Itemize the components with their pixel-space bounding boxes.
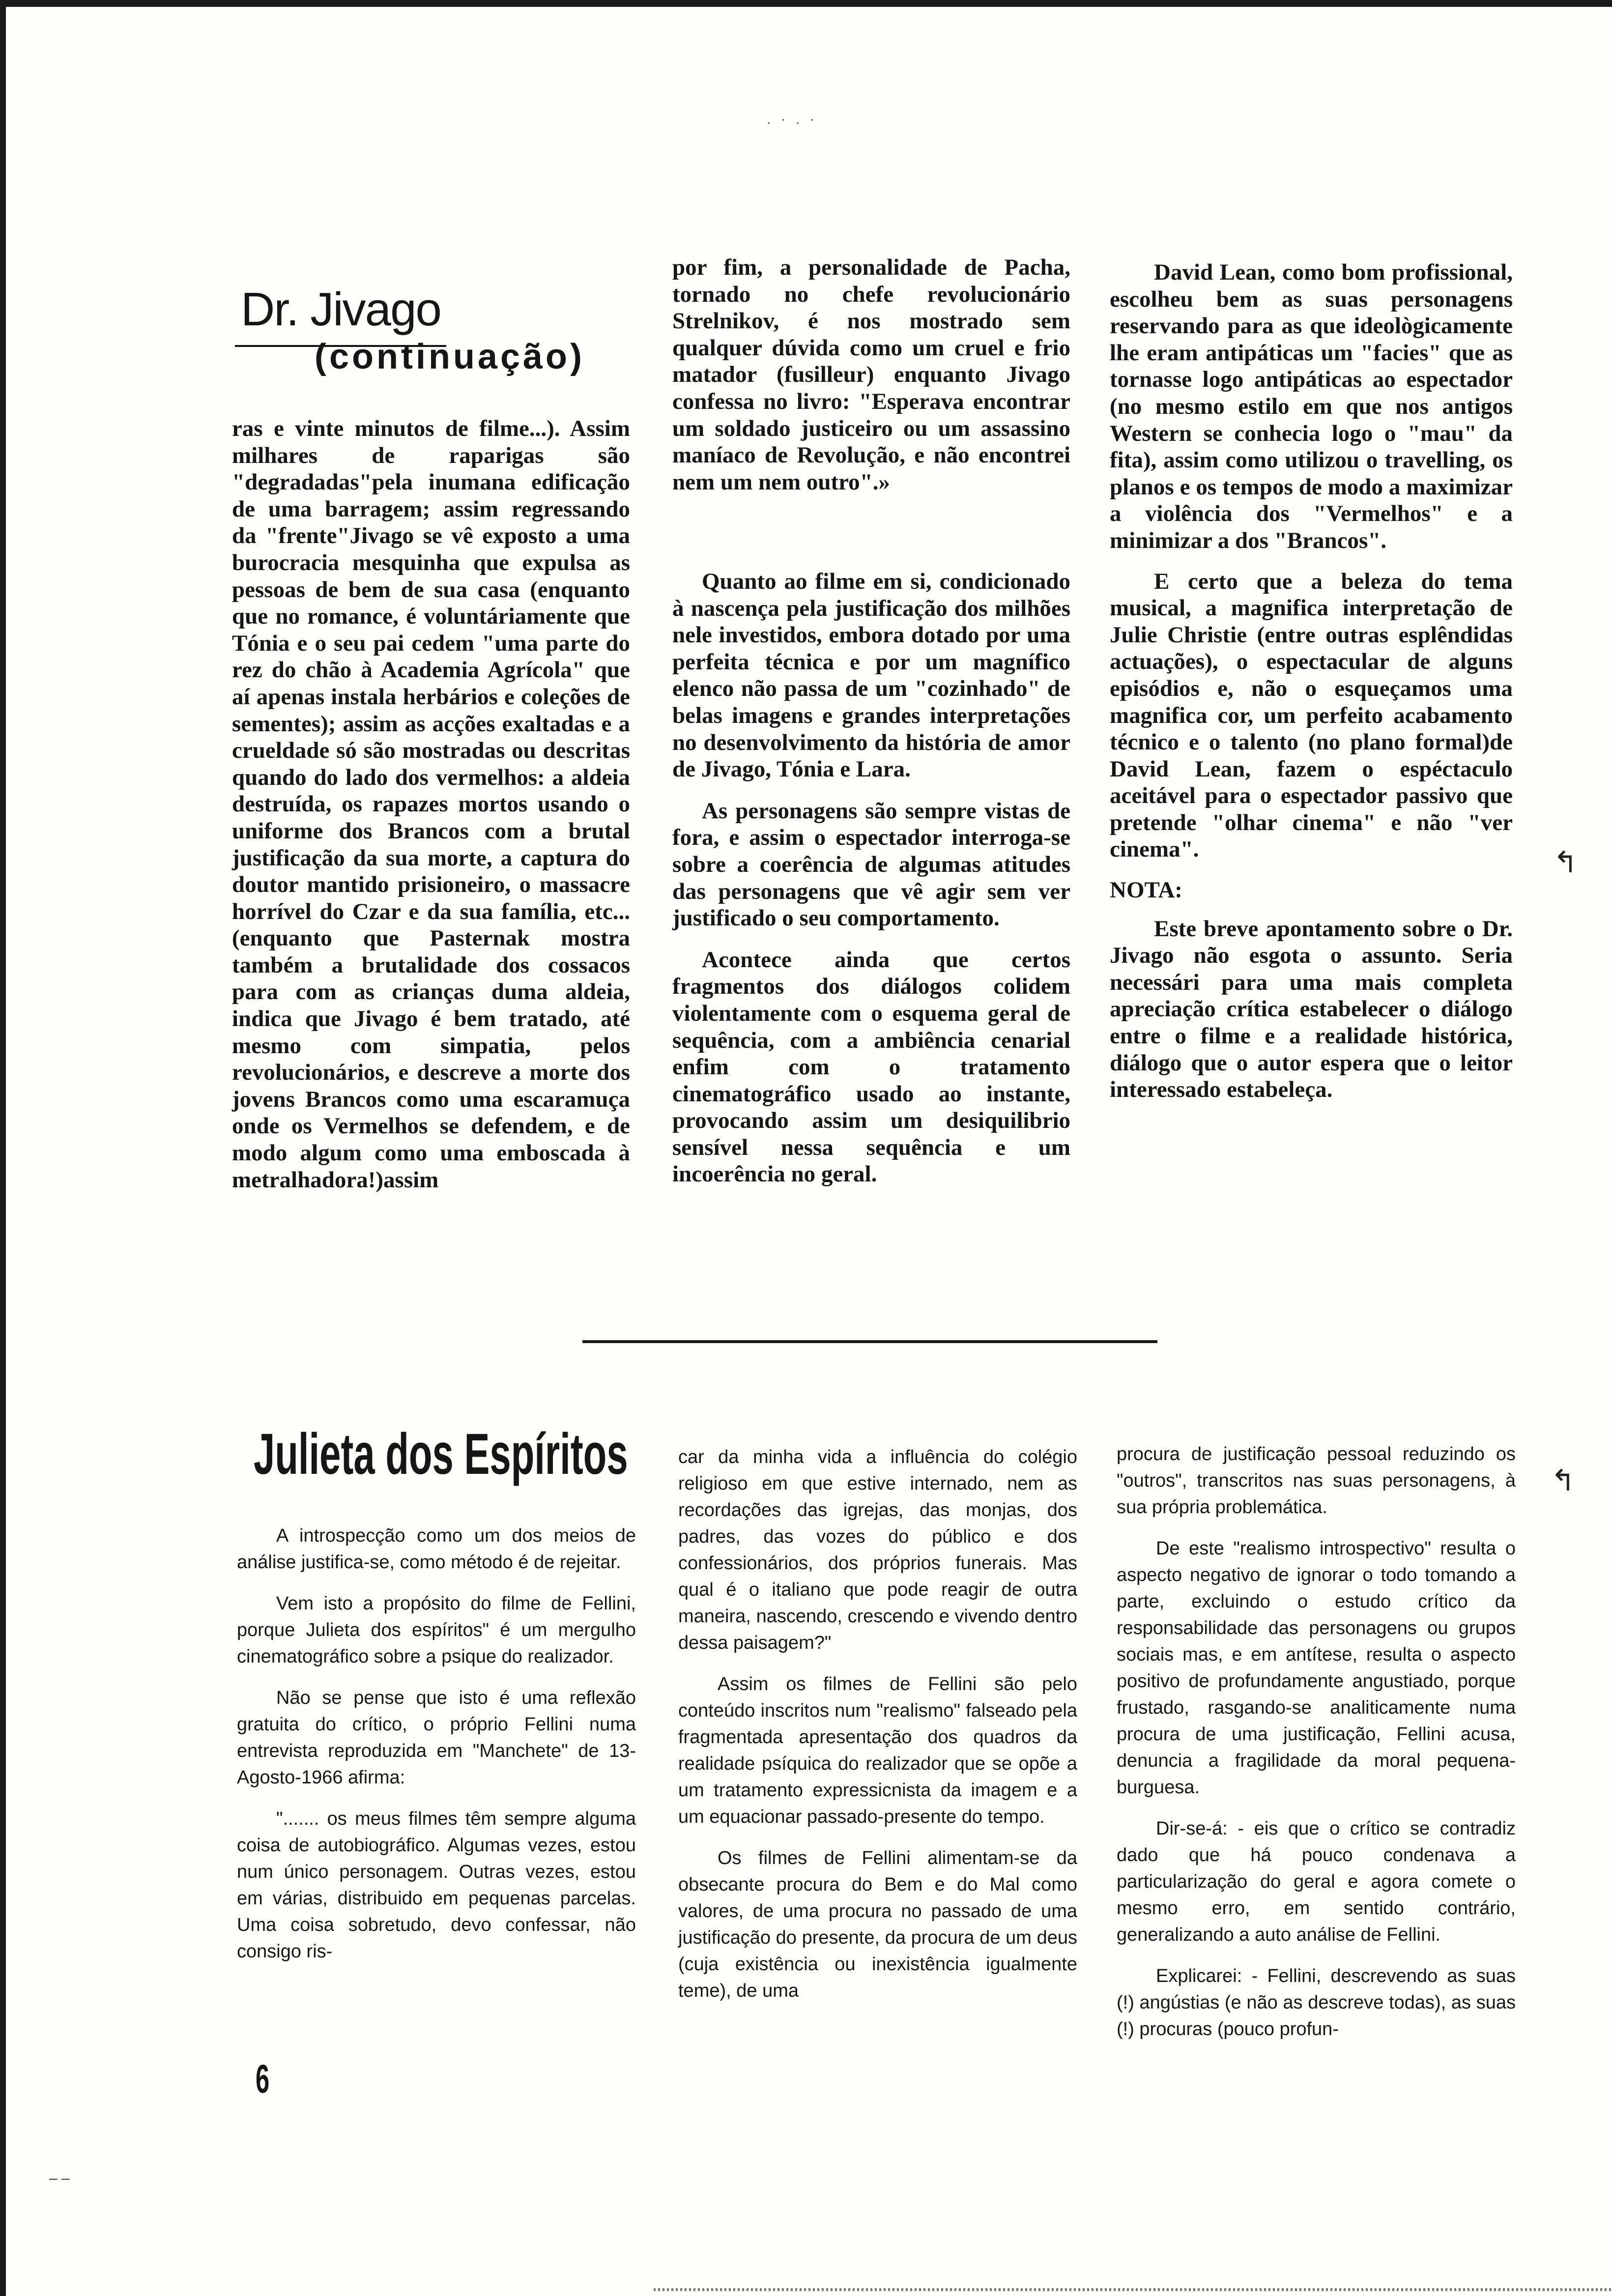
note-heading: NOTA:: [1110, 877, 1182, 903]
page-number: 6: [256, 2057, 270, 2101]
paragraph: Assim os filmes de Fellini são pelo conteúdo inscritos num "realismo" falseado pela fragmentada apresentação dos quadros da realidade psíquica do realizador que se opõe a um tratamento expressicnista da imagem e a um equacionar passado-presente do tempo.: [678, 1674, 1077, 1827]
scan-edge-bottom: [654, 2288, 1612, 2291]
paragraph: ras e vinte minutos de filme...). Assim milhares de raparigas são "degradadas"pela inumana edificação de uma barragem; assim regressando da "frente"Jivago se vê exposto a uma burocracia mesquinha que expulsa as pessoas de bem de sua casa (enquanto que no romance, é voluntáriamente que Tónia e o seu pai cedem "uma parte do rez do chão à Academia Agrícola" que aí apenas instala herbários e coleções de sementes); assim as acções exaltadas e a crueldade só são mostradas ou descritas quando do lado dos vermelhos: a aldeia destruída, os rapazes mortos usando o uniforme dos Brancos com a brutal justificação da sua morte, a captura do doutor mantido prisioneiro, o massacre horrível do Czar e da sua família, etc... (enquanto que Pasternak mostra também a brutalidade dos cossacos para com as crianças duma aldeia, indica que Jivago é bem tratado, até mesmo com simpatia, pelos revolucionários, e descreve a morte dos jovens Brancos como uma escaramuça onde os Vermelhos se defendem, e de modo algum como uma emboscada à metralhadora!)assim: [232, 416, 630, 1193]
paragraph: A introspecção como um dos meios de análise justifica-se, como método é de rejeitar.: [237, 1525, 636, 1573]
scan-specks: . · . ·: [767, 111, 818, 127]
section-divider: [582, 1340, 1157, 1343]
paragraph: por fim, a personalidade de Pacha, tornado no chefe revolucionário Strelnikov, é nos mostrado sem qualquer dúvida como um cruel e frio matador (fusilleur) enquanto Jivago confessa no livro: "Esperava encontrar um soldado justiceiro ou um assassino maníaco de Revolução, e não encontrei nem um nem outro".»: [672, 255, 1070, 495]
article-title-julieta-dos-espiritos: Julieta dos Espíritos: [254, 1422, 628, 1487]
dr-jivago-column-2-top: [672, 254, 1070, 495]
article-subtitle-continuacao: (continuação): [315, 337, 585, 376]
margin-mark-icon: ↰: [1551, 1464, 1576, 1498]
paragraph: Não se pense que isto é uma reflexão gratuita do crítico, o próprio Fellini numa entrevista reproduzida em "Manchete" de 13-Agosto-1966 afirma:: [237, 1688, 636, 1788]
julieta-column-2: [678, 1444, 1077, 2004]
dr-jivago-column-2-bottom: [672, 568, 1070, 1188]
dr-jivago-column-3: [1110, 259, 1513, 1103]
paragraph: procura de justificação pessoal reduzindo os "outros", transcritos nas suas personagens, à sua própria problemática.: [1117, 1444, 1516, 1518]
julieta-column-1: [237, 1522, 636, 1965]
paragraph: Acontece ainda que certos fragmentos dos diálogos colidem violentamente com o esquema geral de sequência, com a ambiência cenarial enfim com o tratamento cinematográfico usado ao instante, provocando assim um desiquilibrio sensível nessa sequência e um incoerência no geral.: [672, 947, 1070, 1187]
paragraph: Explicarei: - Fellini, descrevendo as suas (!) angústias (e não as descreve todas), as suas (!) procuras (pouco profun-: [1117, 1966, 1516, 2039]
paragraph: Vem isto a propósito do filme de Fellini, porque Julieta dos espíritos" é um mergulho cinematográfico sobre a psique do realizador.: [237, 1593, 636, 1667]
paragraph: car da minha vida a influência do colégio religioso em que estive internado, nem as recordações das igrejas, das monjas, dos padres, das vozes do público e dos confessionários, dos próprios funerais. Mas qual é o italiano que pode reagir de outra maneira, nascendo, crescendo e vivendo dentro dessa paisagem?": [678, 1447, 1077, 1653]
paragraph: Dir-se-á: - eis que o crítico se contradiz dado que há pouco condenava a particularização do geral e agora comete o mesmo erro, em sentido contrário, generalizando a auto análise de Fellini.: [1117, 1818, 1516, 1945]
paragraph: Os filmes de Fellini alimentam-se da obsecante procura do Bem e do Mal como valores, de uma procura no passado de uma justificação do presente, da procura de um deus (cuja existência ou inexistência igualmente teme), de uma: [678, 1848, 1077, 2001]
paragraph: Este breve apontamento sobre o Dr. Jivago não esgota o assunto. Seria necessári para uma mais completa apreciação crítica estabelecer o diálogo entre o filme e a realidade histórica, diálogo que o autor espera que o leitor interessado estabeleça.: [1110, 916, 1513, 1103]
scan-edge-left: [0, 0, 6, 2296]
article-title-dr-jivago: Dr. Jivago: [241, 283, 441, 336]
paragraph: David Lean, como bom profissional, escolheu bem as suas personagens reservando para as que ideològicamente lhe eram antipáticas um "facies" que as tornasse logo antipáticas ao espectador (no mesmo estilo em que nos antigos Western se conhecia logo o "mau" da fita), assim como utilizou o travelling, os planos e os tempos de modo a maximizar a violência dos "Vermelhos" e a minimizar a dos "Brancos".: [1110, 259, 1513, 553]
dr-jivago-column-1: [232, 415, 630, 1193]
paragraph: De este "realismo introspectivo" resulta o aspecto negativo de ignorar o todo tomando a parte, excluindo o estudo crítico da responsabilidade das personagens ou grupos sociais mas, e em antítese, resulta o aspecto positivo de profundamente angustiado, porque frustado, rasgando-se analiticamente numa procura de uma justificação, Fellini acusa, denuncia a fragilidade da moral pequena-burguesa.: [1117, 1538, 1516, 1798]
julieta-column-3: [1117, 1441, 1516, 2042]
scan-edge-top: [0, 0, 1612, 7]
paragraph: As personagens são sempre vistas de fora, e assim o espectador interroga-se sobre a coerência de algumas atitudes das personagens que vê agir sem ver justificado o seu comportamento.: [672, 798, 1070, 931]
margin-mark-icon: ↰: [1553, 845, 1578, 880]
paragraph: E certo que a beleza do tema musical, a magnifica interpretação de Julie Christie (entre outras esplêndidas actuações), o espectacular de alguns episódios e, não o esqueçamos uma magnifica cor, um perfeito acabamento técnico e o talento (no plano formal)de David Lean, fazem o espéctaculo aceitável para o espectador passivo que pretende "olhar cinema" e não "ver cinema".: [1110, 568, 1513, 862]
quote-paragraph: "....... os meus filmes têm sempre alguma coisa de autobiográfico. Algumas vezes, estou num único personagem. Outras vezes, estou em várias, distribuido em pequenas parcelas. Uma coisa sobretudo, devo confessar, não consigo ris-: [237, 1808, 636, 1962]
scan-dash: – –: [49, 2170, 70, 2186]
paragraph: Quanto ao filme em si, condicionado à nascença pela justificação dos milhões nele investidos, embora dotado por uma perfeita técnica e por um magnífico elenco não passa de um "cozinhado" de belas imagens e grandes interpretações no desenvolvimento da história de amor de Jivago, Tónia e Lara.: [672, 569, 1070, 782]
